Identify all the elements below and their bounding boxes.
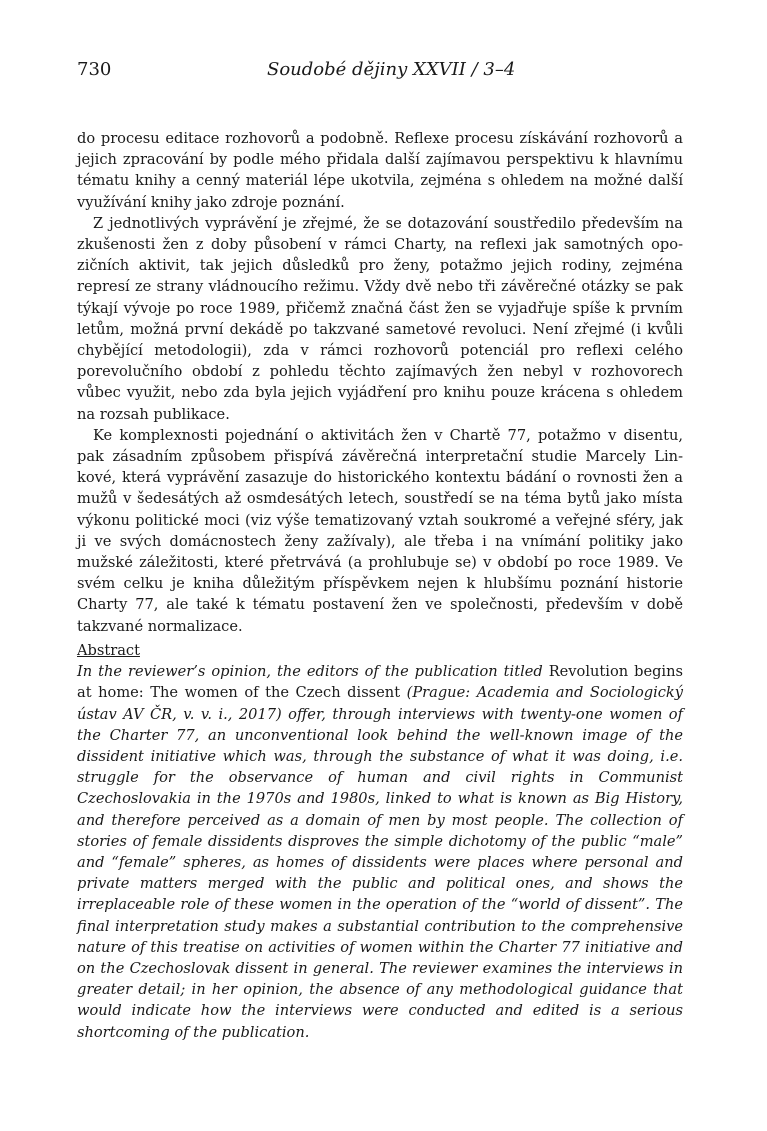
page-number: 730	[77, 59, 112, 80]
abstract-text-part: In the reviewer’s opinion, the editors of the publication titled	[77, 663, 549, 681]
body-paragraph: Ke komplexnosti pojednání o aktivitách žen v Chartě 77, potažmo v disentu, pak zásadním způsobem přispívá závěrečná interpretační studie Marcely Linkové, která vyprávění zasazuje do historického kontextu bádání o rovnosti žen a mužů v šedesátých až osmdesátých letech, soustředí se na téma bytů jako místa výkonu politické moci (viz výše tematizovaný vztah soukromé a veřejné sféry, jak ji ve svých domácnostech ženy zažívaly), ale třeba i na vnímání politiky jako mužské záležitosti, které přetrvává (a prohlubuje se) v období po roce 1989. Ve svém celku je kniha důležitým příspěvkem nejen k hlubšímu poznání historie Charty 77, ale také k tématu postavení žen ve společnosti, především v době takzvané normalizace.	[77, 426, 683, 635]
abstract-heading: Abstract	[77, 642, 140, 659]
journal-title: Soudobé dějiny XXVII / 3–4	[267, 59, 516, 80]
body-paragraph: Z jednotlivých vyprávění je zřejmé, že se dotazování soustředilo především na zkušenosti žen z doby působení v rámci Charty, na reflexi jak samotných opozičních aktivit, tak jejich důsledků pro ženy, potažmo jejich rodiny, zejména represí ze strany vládnoucího režimu. Vždy dvě nebo tři závěrečné otázky se pak týkají vývoje po roce 1989, přičemž značná část žen se vyjadřuje spíše k prvním letům, možná první dekádě po takzvané sametové revoluci. Není zřejmé (i kvůli chybějící metodologii), zda v rámci rozhovorů potenciál pro reflexi celého porevolučního období z pohledu těchto zajímavých žen nebyl v rozhovorech vůbec využit, nebo zda byla jejich vyjádření pro knihu pouze krácena s ohledem na rozsah publikace.	[77, 214, 683, 423]
abstract-text	[77, 661, 683, 1043]
abstract-text-part: (Prague: Academia and Sociologický ústav AV ČR, v. v. i., 2017) offer, through interviews with twenty-one women of the Charter 77, an unconventional look behind the well-known image of the dissident initiative which was, through the substance of what it was doing, i.e. struggle for the observance of human and civil rights in Communist Czechoslovakia in the 1970s and 1980s, linked to what is known as Big History, and therefore perceived as a domain of men by most people. The collection of stories of female dissidents disproves the simple dichotomy of the public “male” and “female” spheres, as homes of dissidents were places where personal and private matters merged with the public and political ones, and shows the irreplaceable role of these women in the operation of the “world of dissent”. The final interpretation study makes a substantial contribution to the comprehensive nature of this treatise on activities of women within the Charter 77 initiative and on the Czechoslovak dissent in general. The reviewer examines the interviews in greater detail; in her opinion, the absence of any methodological guidance that would indicate how the interviews were conducted and edited is a serious shortcoming of the publication.	[77, 684, 684, 1041]
abstract-section	[77, 640, 683, 1043]
body-paragraph: do procesu editace rozhovorů a podobně. Reflexe procesu získávání rozhovorů a jejich zpracování by podle mého přidala další zajímavou perspektivu k hlavnímu tématu knihy a cenný materiál lépe ukotvila, zejména s ohledem na možné další využívání knihy jako zdroje poznání.	[77, 130, 683, 211]
article-body	[77, 128, 683, 637]
running-head	[77, 58, 683, 88]
publication-title: Revolution begins at home: The women of the Czech dissent	[77, 663, 683, 702]
